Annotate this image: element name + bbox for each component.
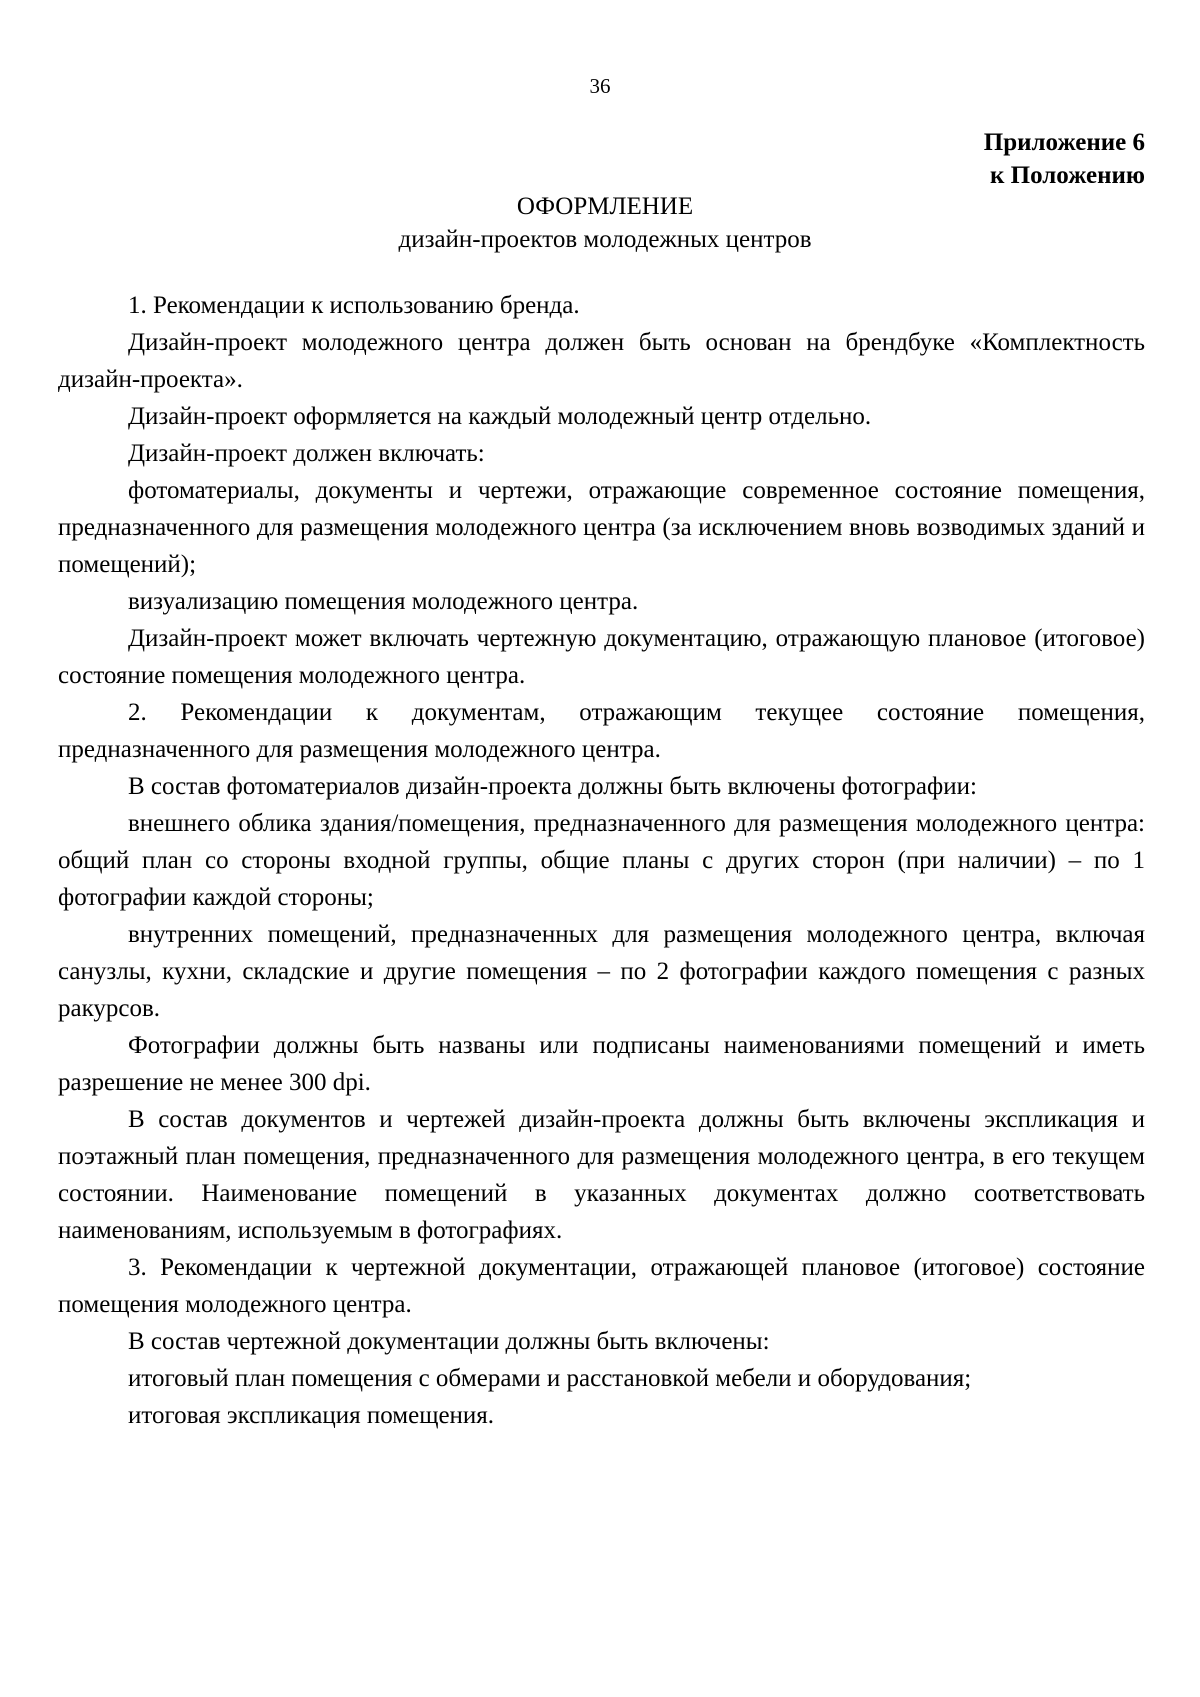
paragraph-interior-photos: внутренних помещений, предназначенных для размещения молодежного центра, включая санузлы, кухни, складские и другие помещения – по 2 фотографии каждого помещения с разных ракурсов.: [58, 921, 1145, 1022]
paragraph-visualization: визуализацию помещения молодежного центра.: [128, 588, 639, 615]
paragraph-photos-list: В состав фотоматериалов дизайн-проекта должны быть включены фотографии:: [128, 773, 977, 800]
appendix-header: [984, 126, 1145, 192]
paragraph-must-include: Дизайн-проект должен включать:: [128, 440, 485, 467]
paragraph-final-explication: итоговая экспликация помещения.: [128, 1402, 495, 1429]
document-subtitle: дизайн-проектов молодежных центров: [398, 226, 812, 253]
paragraph-explication: В состав документов и чертежей дизайн-проекта должны быть включены экспликация и поэтажный план помещения, предназначенного для размещения молодежного центра, в его текущем состоянии. Наименование помещений в указанных документах должно соответствовать наименованиям, используемым в фотографиях.: [58, 1106, 1145, 1244]
appendix-reference: к Положению: [990, 162, 1145, 189]
paragraph-photo-requirements: Фотографии должны быть названы или подписаны наименованиями помещений и иметь разрешение не менее 300 dpi.: [58, 1032, 1145, 1096]
paragraph-section-3-heading: 3. Рекомендации к чертежной документации, отражающей плановое (итоговое) состояние помещения молодежного центра.: [58, 1254, 1145, 1318]
page-number: 36: [589, 74, 611, 98]
paragraph-section-1-heading: 1. Рекомендации к использованию бренда.: [128, 292, 580, 319]
paragraph-per-center: Дизайн-проект оформляется на каждый молодежный центр отдельно.: [128, 403, 872, 430]
paragraph-exterior-photos: внешнего облика здания/помещения, предназначенного для размещения молодежного центра: общий план со стороны входной группы, общие планы с других сторон (при наличии) – по 1 фотографии каждой стороны;: [58, 810, 1145, 911]
paragraph-brandbook: Дизайн-проект молодежного центра должен быть основан на брендбуке «Комплектность дизайн-проекта».: [58, 329, 1145, 393]
paragraph-drawing-docs: Дизайн-проект может включать чертежную документацию, отражающую плановое (итоговое) состояние помещения молодежного центра.: [58, 625, 1145, 689]
paragraph-photo-materials: фотоматериалы, документы и чертежи, отражающие современное состояние помещения, предназначенного для размещения молодежного центра (за исключением вновь возводимых зданий и помещений);: [58, 477, 1145, 578]
paragraph-drawing-list: В состав чертежной документации должны быть включены:: [128, 1328, 770, 1355]
document-body: [58, 287, 1145, 1434]
appendix-number: Приложение 6: [983, 129, 1145, 156]
paragraph-final-plan: итоговый план помещения с обмерами и расстановкой мебели и оборудования;: [128, 1365, 972, 1392]
paragraph-section-2-heading: 2. Рекомендации к документам, отражающим текущее состояние помещения, предназначенного для размещения молодежного центра.: [58, 699, 1145, 763]
document-title: ОФОРМЛЕНИЕ: [516, 193, 694, 220]
